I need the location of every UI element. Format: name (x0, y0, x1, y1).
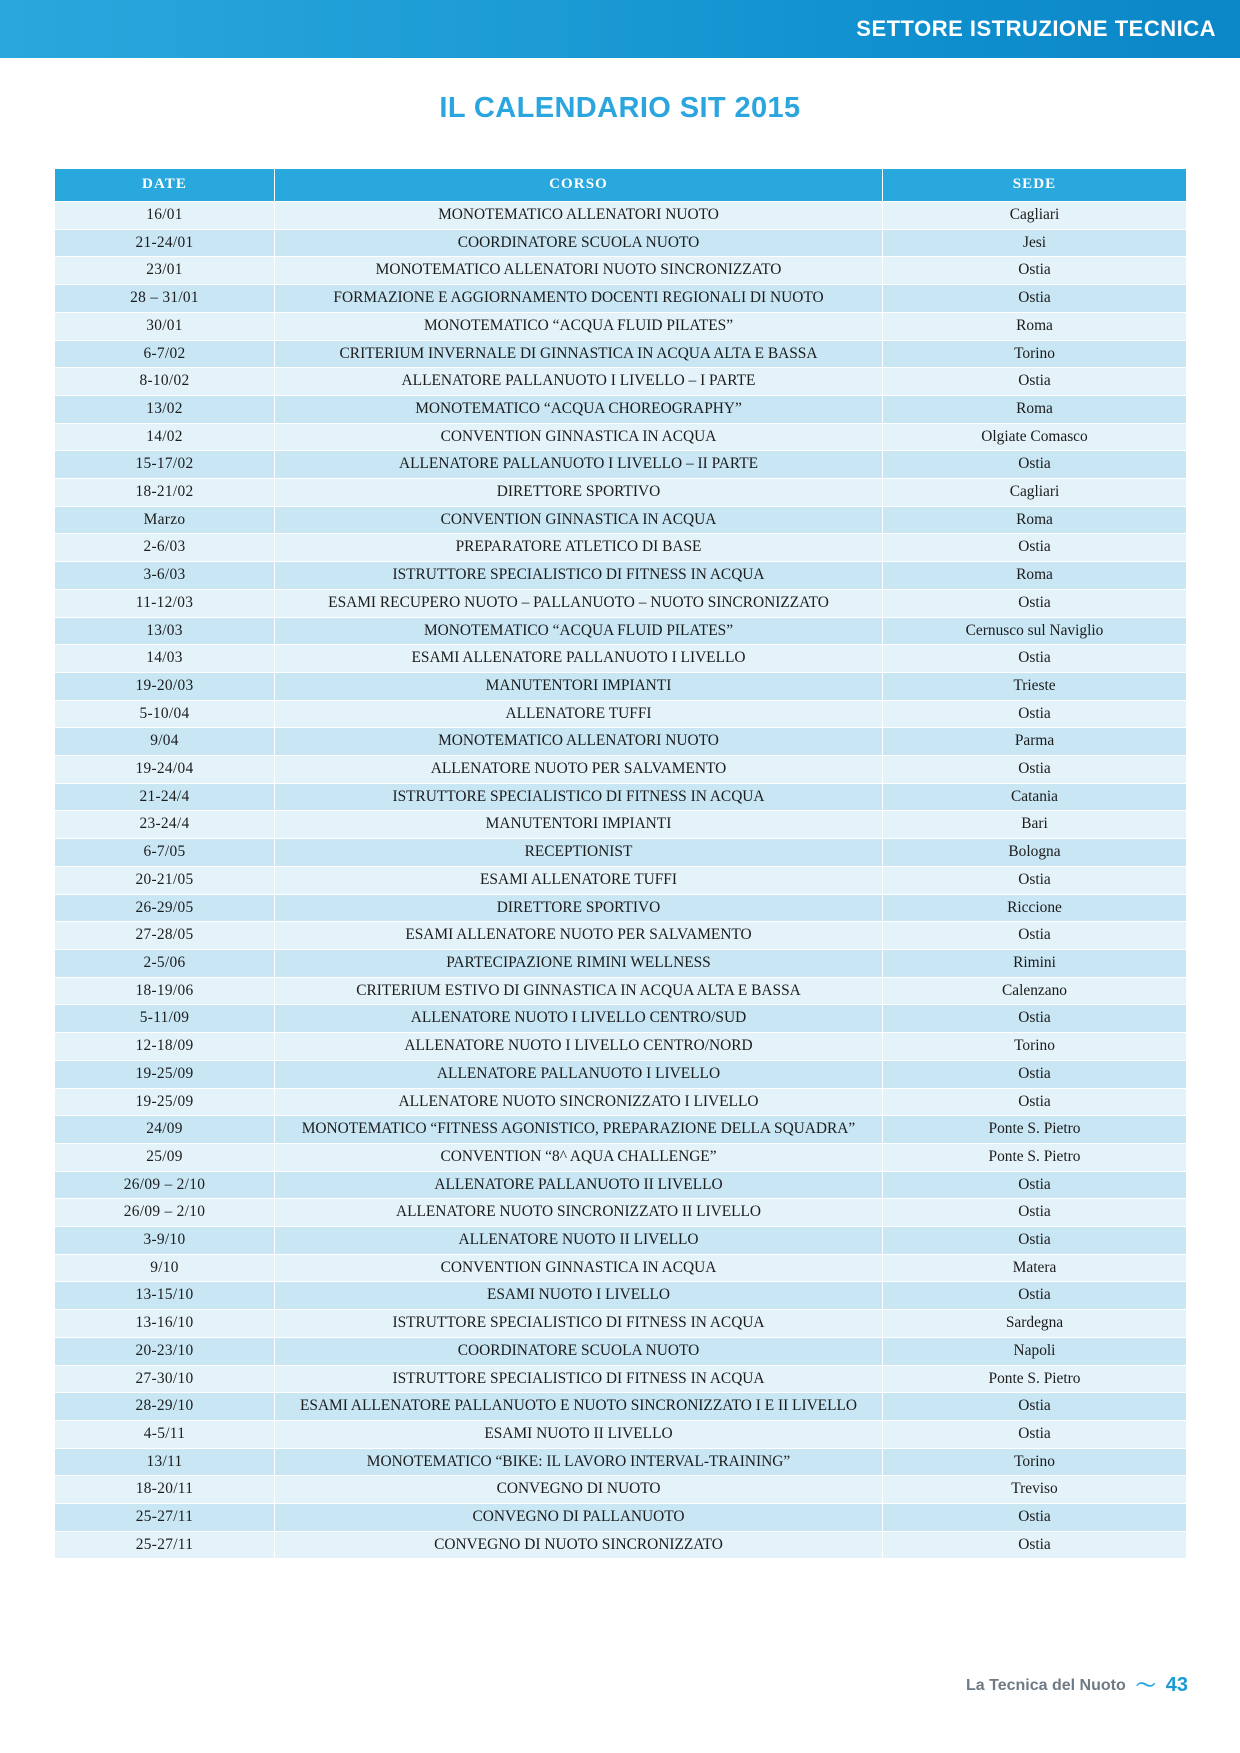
cell-sede: Treviso (883, 1476, 1187, 1504)
cell-sede: Ostia (883, 700, 1187, 728)
table-header-row (55, 169, 1187, 202)
cell-date: 18-19/06 (55, 977, 275, 1005)
cell-corso: ESAMI ALLENATORE TUFFI (275, 866, 883, 894)
cell-corso: ISTRUTTORE SPECIALISTICO DI FITNESS IN ACQUA (275, 1310, 883, 1338)
cell-corso: CONVEGNO DI PALLANUOTO (275, 1504, 883, 1532)
cell-sede: Napoli (883, 1337, 1187, 1365)
cell-sede: Ostia (883, 1199, 1187, 1227)
table-row (55, 617, 1187, 645)
cell-sede: Bologna (883, 839, 1187, 867)
cell-date: 25-27/11 (55, 1504, 275, 1532)
table-row (55, 506, 1187, 534)
cell-corso: ISTRUTTORE SPECIALISTICO DI FITNESS IN ACQUA (275, 783, 883, 811)
table-row (55, 672, 1187, 700)
cell-sede: Ostia (883, 645, 1187, 673)
table-row (55, 1531, 1187, 1559)
cell-date: 26/09 – 2/10 (55, 1199, 275, 1227)
cell-corso: MONOTEMATICO “ACQUA FLUID PILATES” (275, 312, 883, 340)
cell-corso: PARTECIPAZIONE RIMINI WELLNESS (275, 949, 883, 977)
cell-corso: MANUTENTORI IMPIANTI (275, 672, 883, 700)
cell-corso: CONVENTION “8^ AQUA CHALLENGE” (275, 1143, 883, 1171)
cell-date: 6-7/05 (55, 839, 275, 867)
cell-date: 19-24/04 (55, 756, 275, 784)
table-row (55, 756, 1187, 784)
calendar-table-container (54, 168, 1186, 1559)
cell-sede: Ostia (883, 1088, 1187, 1116)
cell-sede: Ostia (883, 368, 1187, 396)
cell-corso: CONVENTION GINNASTICA IN ACQUA (275, 423, 883, 451)
cell-date: 11-12/03 (55, 589, 275, 617)
cell-sede: Roma (883, 395, 1187, 423)
table-row (55, 1199, 1187, 1227)
cell-date: 25-27/11 (55, 1531, 275, 1559)
table-row (55, 728, 1187, 756)
cell-corso: ALLENATORE NUOTO PER SALVAMENTO (275, 756, 883, 784)
table-row (55, 589, 1187, 617)
cell-date: 9/10 (55, 1254, 275, 1282)
cell-date: 3-9/10 (55, 1227, 275, 1255)
cell-corso: MONOTEMATICO “ACQUA FLUID PILATES” (275, 617, 883, 645)
table-row (55, 1116, 1187, 1144)
cell-sede: Ponte S. Pietro (883, 1116, 1187, 1144)
cell-sede: Parma (883, 728, 1187, 756)
cell-date: 13-15/10 (55, 1282, 275, 1310)
table-row (55, 1171, 1187, 1199)
table-row (55, 1365, 1187, 1393)
cell-sede: Roma (883, 312, 1187, 340)
cell-date: 19-20/03 (55, 672, 275, 700)
table-row (55, 1254, 1187, 1282)
cell-corso: MONOTEMATICO ALLENATORI NUOTO (275, 202, 883, 230)
table-row (55, 839, 1187, 867)
wave-icon: 〜 (1135, 1674, 1156, 1697)
cell-sede: Olgiate Comasco (883, 423, 1187, 451)
table-row (55, 1227, 1187, 1255)
cell-sede: Ostia (883, 589, 1187, 617)
cell-corso: ALLENATORE NUOTO I LIVELLO CENTRO/SUD (275, 1005, 883, 1033)
table-row (55, 395, 1187, 423)
cell-date: 26/09 – 2/10 (55, 1171, 275, 1199)
page-title: IL CALENDARIO SIT 2015 (439, 92, 801, 124)
cell-corso: CONVEGNO DI NUOTO (275, 1476, 883, 1504)
cell-corso: RECEPTIONIST (275, 839, 883, 867)
table-row (55, 340, 1187, 368)
cell-corso: ALLENATORE PALLANUOTO I LIVELLO – I PARTE (275, 368, 883, 396)
cell-sede: Torino (883, 340, 1187, 368)
cell-sede: Ostia (883, 534, 1187, 562)
cell-date: 20-23/10 (55, 1337, 275, 1365)
table-row (55, 562, 1187, 590)
cell-sede: Ostia (883, 1060, 1187, 1088)
cell-date: 20-21/05 (55, 866, 275, 894)
table-row (55, 229, 1187, 257)
cell-date: 12-18/09 (55, 1033, 275, 1061)
cell-corso: CONVENTION GINNASTICA IN ACQUA (275, 506, 883, 534)
cell-date: 9/04 (55, 728, 275, 756)
cell-date: 2-5/06 (55, 949, 275, 977)
table-row (55, 285, 1187, 313)
table-row (55, 312, 1187, 340)
cell-sede: Ostia (883, 1420, 1187, 1448)
cell-corso: ISTRUTTORE SPECIALISTICO DI FITNESS IN ACQUA (275, 1365, 883, 1393)
cell-sede: Ponte S. Pietro (883, 1365, 1187, 1393)
cell-corso: ESAMI ALLENATORE NUOTO PER SALVAMENTO (275, 922, 883, 950)
cell-sede: Ostia (883, 1171, 1187, 1199)
table-row (55, 534, 1187, 562)
footer-page-number: 43 (1165, 1674, 1188, 1696)
table-row (55, 811, 1187, 839)
cell-date: Marzo (55, 506, 275, 534)
calendar-table-body (55, 202, 1187, 1559)
table-row (55, 894, 1187, 922)
table-row (55, 700, 1187, 728)
cell-date: 21-24/01 (55, 229, 275, 257)
cell-corso: ALLENATORE NUOTO I LIVELLO CENTRO/NORD (275, 1033, 883, 1061)
cell-sede: Rimini (883, 949, 1187, 977)
table-row (55, 1143, 1187, 1171)
cell-sede: Ostia (883, 1227, 1187, 1255)
table-row (55, 1448, 1187, 1476)
table-row (55, 1088, 1187, 1116)
cell-corso: PREPARATORE ATLETICO DI BASE (275, 534, 883, 562)
table-row (55, 1337, 1187, 1365)
calendar-table (54, 168, 1187, 1559)
cell-corso: ALLENATORE PALLANUOTO I LIVELLO (275, 1060, 883, 1088)
cell-date: 13-16/10 (55, 1310, 275, 1338)
cell-corso: ALLENATORE PALLANUOTO II LIVELLO (275, 1171, 883, 1199)
table-row (55, 1504, 1187, 1532)
cell-sede: Ostia (883, 756, 1187, 784)
cell-sede: Catania (883, 783, 1187, 811)
table-row (55, 1310, 1187, 1338)
cell-corso: FORMAZIONE E AGGIORNAMENTO DOCENTI REGIONALI DI NUOTO (275, 285, 883, 313)
cell-corso: ISTRUTTORE SPECIALISTICO DI FITNESS IN ACQUA (275, 562, 883, 590)
cell-corso: MONOTEMATICO ALLENATORI NUOTO (275, 728, 883, 756)
cell-date: 27-28/05 (55, 922, 275, 950)
cell-date: 15-17/02 (55, 451, 275, 479)
cell-date: 25/09 (55, 1143, 275, 1171)
cell-corso: ALLENATORE NUOTO SINCRONIZZATO II LIVELLO (275, 1199, 883, 1227)
cell-date: 5-11/09 (55, 1005, 275, 1033)
table-row (55, 1420, 1187, 1448)
cell-corso: ESAMI NUOTO II LIVELLO (275, 1420, 883, 1448)
cell-corso: COORDINATORE SCUOLA NUOTO (275, 229, 883, 257)
cell-date: 19-25/09 (55, 1088, 275, 1116)
cell-date: 2-6/03 (55, 534, 275, 562)
cell-corso: ESAMI ALLENATORE PALLANUOTO I LIVELLO (275, 645, 883, 673)
cell-date: 30/01 (55, 312, 275, 340)
footer-magazine-name: La Tecnica del Nuoto (966, 1676, 1126, 1694)
column-header-corso: CORSO (275, 169, 883, 202)
cell-corso: MONOTEMATICO “BIKE: IL LAVORO INTERVAL-TRAINING” (275, 1448, 883, 1476)
cell-corso: ALLENATORE PALLANUOTO I LIVELLO – II PARTE (275, 451, 883, 479)
table-row (55, 1060, 1187, 1088)
cell-corso: DIRETTORE SPORTIVO (275, 479, 883, 507)
cell-sede: Ostia (883, 1005, 1187, 1033)
cell-corso: ESAMI NUOTO I LIVELLO (275, 1282, 883, 1310)
cell-date: 18-21/02 (55, 479, 275, 507)
cell-corso: CRITERIUM ESTIVO DI GINNASTICA IN ACQUA ALTA E BASSA (275, 977, 883, 1005)
cell-date: 26-29/05 (55, 894, 275, 922)
cell-sede: Ostia (883, 922, 1187, 950)
cell-sede: Ponte S. Pietro (883, 1143, 1187, 1171)
cell-sede: Ostia (883, 285, 1187, 313)
cell-date: 18-20/11 (55, 1476, 275, 1504)
header-banner (0, 0, 1240, 58)
cell-sede: Roma (883, 506, 1187, 534)
cell-corso: ESAMI ALLENATORE PALLANUOTO E NUOTO SINCRONIZZATO I E II LIVELLO (275, 1393, 883, 1421)
cell-sede: Trieste (883, 672, 1187, 700)
cell-date: 28 – 31/01 (55, 285, 275, 313)
table-row (55, 866, 1187, 894)
table-row (55, 783, 1187, 811)
cell-date: 8-10/02 (55, 368, 275, 396)
cell-corso: ESAMI RECUPERO NUOTO – PALLANUOTO – NUOTO SINCRONIZZATO (275, 589, 883, 617)
cell-date: 4-5/11 (55, 1420, 275, 1448)
cell-date: 13/02 (55, 395, 275, 423)
cell-date: 13/03 (55, 617, 275, 645)
table-row (55, 451, 1187, 479)
table-row (55, 977, 1187, 1005)
cell-date: 27-30/10 (55, 1365, 275, 1393)
cell-date: 14/02 (55, 423, 275, 451)
table-row (55, 423, 1187, 451)
cell-sede: Ostia (883, 1282, 1187, 1310)
cell-sede: Cernusco sul Naviglio (883, 617, 1187, 645)
page-footer (966, 1674, 1188, 1697)
cell-corso: ALLENATORE TUFFI (275, 700, 883, 728)
table-row (55, 257, 1187, 285)
cell-sede: Ostia (883, 866, 1187, 894)
cell-sede: Torino (883, 1033, 1187, 1061)
cell-sede: Riccione (883, 894, 1187, 922)
table-row (55, 202, 1187, 230)
table-row (55, 1393, 1187, 1421)
cell-date: 24/09 (55, 1116, 275, 1144)
cell-date: 5-10/04 (55, 700, 275, 728)
cell-corso: CONVEGNO DI NUOTO SINCRONIZZATO (275, 1531, 883, 1559)
cell-date: 23/01 (55, 257, 275, 285)
table-row (55, 1005, 1187, 1033)
cell-date: 23-24/4 (55, 811, 275, 839)
cell-sede: Ostia (883, 1504, 1187, 1532)
cell-date: 13/11 (55, 1448, 275, 1476)
cell-corso: DIRETTORE SPORTIVO (275, 894, 883, 922)
cell-date: 14/03 (55, 645, 275, 673)
table-row (55, 949, 1187, 977)
cell-corso: CONVENTION GINNASTICA IN ACQUA (275, 1254, 883, 1282)
cell-sede: Ostia (883, 257, 1187, 285)
cell-corso: MANUTENTORI IMPIANTI (275, 811, 883, 839)
cell-corso: MONOTEMATICO “FITNESS AGONISTICO, PREPARAZIONE DELLA SQUADRA” (275, 1116, 883, 1144)
cell-date: 3-6/03 (55, 562, 275, 590)
cell-sede: Jesi (883, 229, 1187, 257)
cell-corso: MONOTEMATICO “ACQUA CHOREOGRAPHY” (275, 395, 883, 423)
cell-date: 6-7/02 (55, 340, 275, 368)
cell-sede: Ostia (883, 451, 1187, 479)
table-row (55, 645, 1187, 673)
cell-date: 21-24/4 (55, 783, 275, 811)
table-row (55, 1282, 1187, 1310)
cell-sede: Sardegna (883, 1310, 1187, 1338)
column-header-date: DATE (55, 169, 275, 202)
cell-corso: ALLENATORE NUOTO SINCRONIZZATO I LIVELLO (275, 1088, 883, 1116)
cell-corso: ALLENATORE NUOTO II LIVELLO (275, 1227, 883, 1255)
cell-sede: Ostia (883, 1531, 1187, 1559)
cell-sede: Cagliari (883, 479, 1187, 507)
cell-sede: Torino (883, 1448, 1187, 1476)
cell-date: 16/01 (55, 202, 275, 230)
cell-corso: MONOTEMATICO ALLENATORI NUOTO SINCRONIZZATO (275, 257, 883, 285)
cell-sede: Ostia (883, 1393, 1187, 1421)
table-row (55, 368, 1187, 396)
cell-sede: Bari (883, 811, 1187, 839)
table-row (55, 479, 1187, 507)
table-row (55, 1033, 1187, 1061)
cell-sede: Matera (883, 1254, 1187, 1282)
cell-date: 28-29/10 (55, 1393, 275, 1421)
column-header-sede: SEDE (883, 169, 1187, 202)
cell-corso: COORDINATORE SCUOLA NUOTO (275, 1337, 883, 1365)
cell-date: 19-25/09 (55, 1060, 275, 1088)
cell-sede: Roma (883, 562, 1187, 590)
header-banner-title: SETTORE ISTRUZIONE TECNICA (856, 16, 1216, 41)
table-row (55, 1476, 1187, 1504)
cell-sede: Calenzano (883, 977, 1187, 1005)
cell-corso: CRITERIUM INVERNALE DI GINNASTICA IN ACQUA ALTA E BASSA (275, 340, 883, 368)
cell-sede: Cagliari (883, 202, 1187, 230)
table-row (55, 922, 1187, 950)
